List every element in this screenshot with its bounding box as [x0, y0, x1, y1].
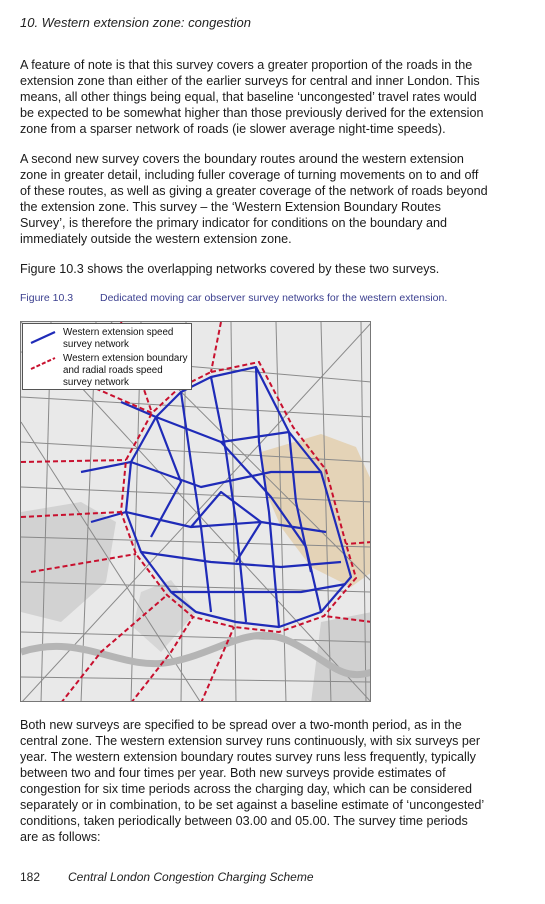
paragraph-survey-periods: Both new surveys are specified to be spread over a two-month period, as in the central zone. The western extension survey runs continuously, with six surveys per year. The western extension boundary routes survey runs less frequently, typically between two and four times per year. Both new surveys provide estimates of congestion for six time periods across the charging day, which can be considered separately or in combination, to be set against a baseline estimate of ‘uncongested’ conditions, taken periodically between 03.00 and 05.00. The survey time periods are as follows:: [20, 718, 484, 844]
section-header: 10. Western extension zone: congestion: [20, 15, 252, 30]
map-legend: [22, 323, 192, 390]
figure-caption-text: Dedicated moving car observer survey networks for the western extension.: [100, 292, 448, 304]
figure-number: Figure 10.3: [20, 292, 74, 304]
paragraph-figure-reference: Figure 10.3 shows the overlapping networks covered by these two surveys.: [20, 262, 440, 276]
survey-network-map: [20, 321, 371, 702]
document-title: Central London Congestion Charging Scheme: [68, 870, 314, 884]
dashed-red-line-icon: [29, 356, 57, 370]
page-number: 182: [20, 870, 41, 884]
page-footer: [20, 870, 314, 884]
figure-caption: [20, 292, 520, 304]
legend-label-boundary: Western extension boundary and radial roads speed survey network: [63, 353, 188, 388]
paragraph-boundary-survey: A second new survey covers the boundary routes around the western extension zone in greater detail, including fuller coverage of turning movements on to and off of these routes, as well as giving a greater coverage of the network of roads beyond the extension zone. This survey – the ‘Western Extension Boundary Routes Survey’, is therefore the primary indicator for conditions on the boundary and immediately outside the western extension zone.: [20, 152, 488, 246]
solid-blue-line-icon: [29, 330, 57, 344]
paragraph-survey-coverage: A feature of note is that this survey covers a greater proportion of the roads in the extension zone than either of the earlier surveys for central and inner London. This means, all other things being equal, that baseline ‘uncongested’ travel rates would be expected to be somewhat higher than those previously derived for the extension zone from a sparser network of roads (ie slower average night-time speeds).: [20, 58, 484, 136]
legend-label-extension: Western extension speed survey network: [63, 327, 174, 350]
